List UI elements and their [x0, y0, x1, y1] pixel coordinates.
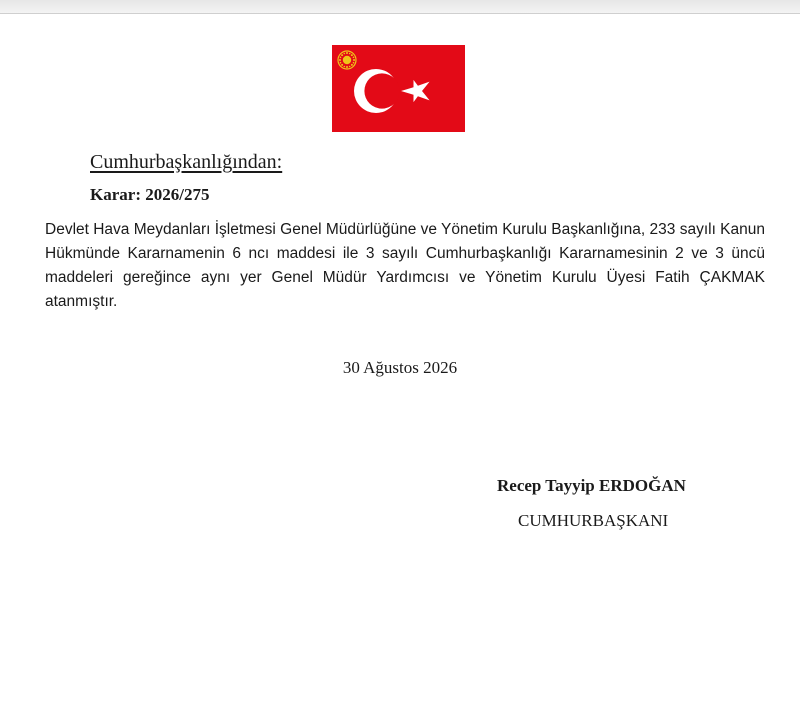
presidential-seal-icon	[338, 51, 356, 69]
signatory-title: CUMHURBAŞKANI	[518, 511, 669, 530]
page-top-edge	[0, 0, 800, 14]
decision-number: Karar: 2026/275	[90, 185, 210, 204]
page-top-divider	[0, 13, 800, 14]
flag-crescent-inner	[364, 73, 399, 108]
decision-date: 30 Ağustos 2026	[342, 358, 458, 377]
signatory-name: Recep Tayyip ERDOĞAN	[497, 476, 686, 495]
issuer-heading: Cumhurbaşkanlığından:	[90, 151, 283, 173]
decision-body-text: Devlet Hava Meydanları İşletmesi Genel Müdürlüğüne ve Yönetim Kurulu Başkanlığına, 233 sayılı Kanun Hükmünde Kararnamenin 6 ncı maddesi ile 3 sayılı Cumhurbaşkanlığı Kararnamesinin 2 ve 3 üncü maddeleri gereğince aynı yer Genel Müdür Yardımcısı ve Yönetim Kurulu Üyesi Fatih ÇAKMAK atanmıştır.	[45, 221, 766, 310]
turkish-flag-icon	[332, 45, 465, 132]
